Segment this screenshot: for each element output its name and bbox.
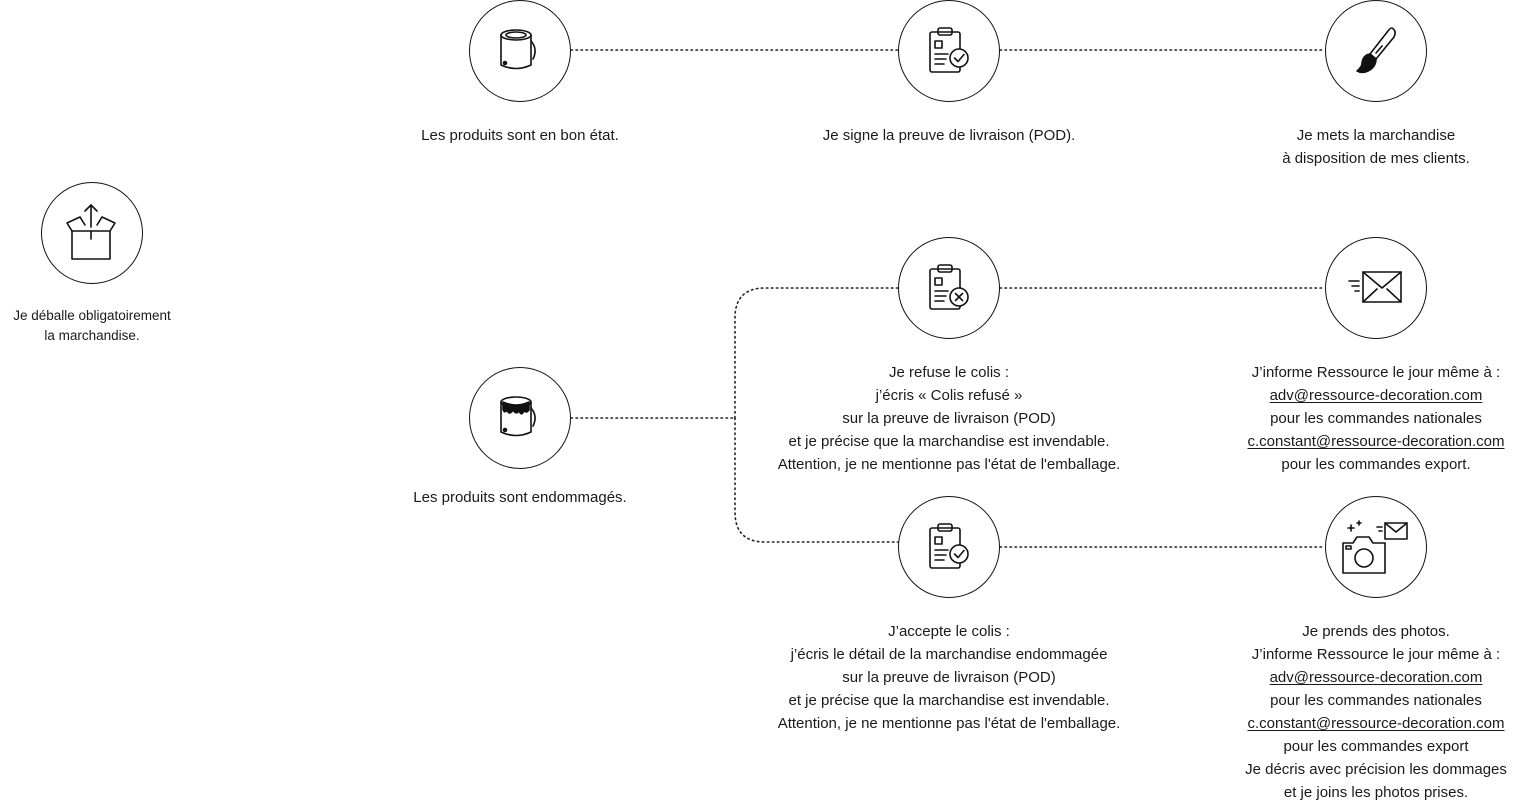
refuse-caption-line: Je refuse le colis : [888,364,1010,381]
refuse-caption-line: j’écris « Colis refusé » [875,387,1023,404]
photos-caption [1216,620,1531,804]
sign-pod-caption: Je signe la preuve de livraison (POD). [822,127,1076,144]
inform-intro: J’informe Ressource le jour même à : [1251,364,1501,381]
email-national-link[interactable]: adv@ressource-decoration.com [1269,387,1483,404]
provide-caption-line: Je mets la marchandise [1296,127,1456,144]
photos-note-national: pour les commandes nationales [1270,692,1482,709]
clipboard-check-icon [926,26,972,76]
accept-node [898,496,1000,598]
paintbrush-icon [1352,25,1400,77]
email-export-link[interactable]: c.constant@ressource-decoration.com [1247,433,1505,450]
inform-note-export: pour les commandes export. [1281,456,1471,473]
good-state-node [469,0,571,102]
inform-node [1325,237,1427,339]
photos-line: et je joins les photos prises. [1283,784,1469,801]
refuse-caption-line: sur la preuve de livraison (POD) [842,410,1056,427]
inform-caption [1216,361,1531,476]
start-caption [0,306,184,346]
refuse-caption [724,361,1174,476]
provide-node [1325,0,1427,102]
camera-envelope-icon [1341,517,1411,577]
good-state-caption: Les produits sont en bon état. [421,127,619,144]
photos-email-export-link[interactable]: c.constant@ressource-decoration.com [1247,715,1505,732]
refuse-caption-line: et je précise que la marchandise est invendable. [788,433,1110,450]
sign-pod-node [898,0,1000,102]
photos-intro: J’informe Ressource le jour même à : [1251,646,1501,663]
accept-caption-line: j’écris le détail de la marchandise endommagée [790,646,1108,663]
paint-bucket-spilled-icon [496,392,544,444]
photos-line: Je décris avec précision les dommages [1245,761,1507,778]
start-node [41,182,143,284]
photos-node [1325,496,1427,598]
envelope-icon [1347,268,1405,308]
damaged-state-caption: Les produits sont endommagés. [413,489,627,506]
inform-note-national: pour les commandes nationales [1270,410,1482,427]
provide-caption [1226,124,1526,170]
clipboard-cross-icon [926,263,972,313]
accept-caption-line: J’accepte le colis : [888,623,1010,640]
paint-bucket-icon [496,25,544,77]
photos-line: Je prends des photos. [1302,623,1450,640]
open-box-icon [64,201,120,265]
accept-caption [724,620,1174,735]
clipboard-check-icon [926,522,972,572]
start-caption-line: la marchandise. [44,328,140,343]
accept-caption-line: sur la preuve de livraison (POD) [842,669,1056,686]
photos-email-national-link[interactable]: adv@ressource-decoration.com [1269,669,1483,686]
start-caption-line: Je déballe obligatoirement [13,308,171,323]
photos-note-export: pour les commandes export [1283,738,1469,755]
accept-caption-line: et je précise que la marchandise est invendable. [788,692,1110,709]
refuse-caption-line: Attention, je ne mentionne pas l'état de l'emballage. [777,456,1121,473]
damaged-state-node [469,367,571,469]
accept-caption-line: Attention, je ne mentionne pas l'état de l'emballage. [777,715,1121,732]
refuse-node [898,237,1000,339]
provide-caption-line: à disposition de mes clients. [1282,150,1470,167]
